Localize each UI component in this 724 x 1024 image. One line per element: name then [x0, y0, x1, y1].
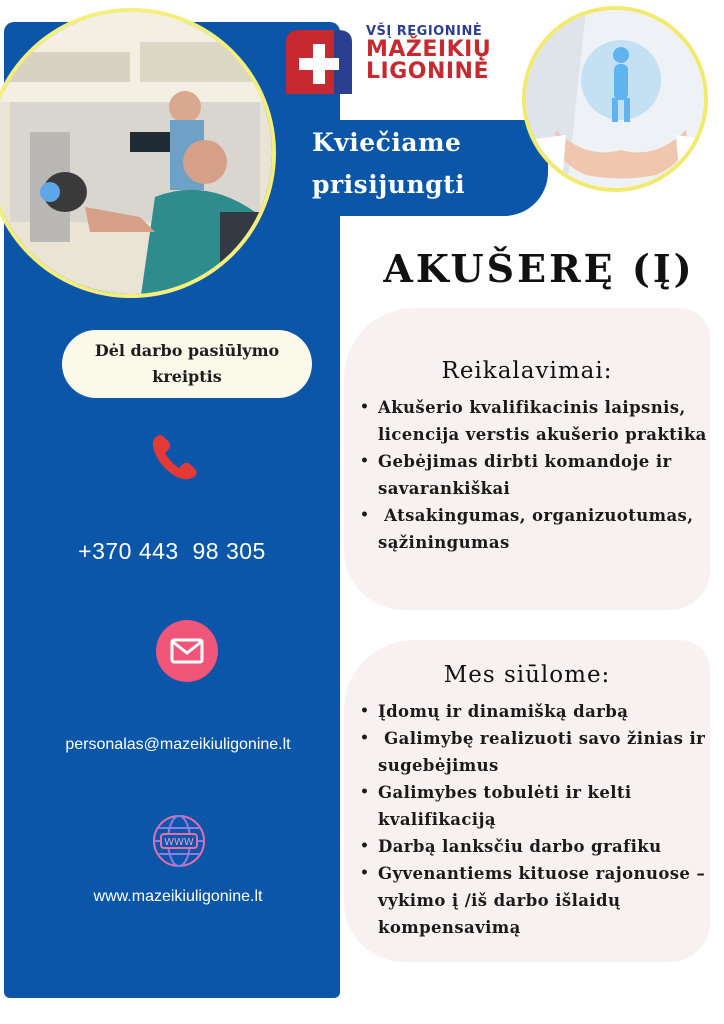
- mail-icon: [156, 620, 218, 682]
- logo-line-3: LIGONINĖ: [366, 59, 490, 84]
- list-item: • Gebėjimas dirbti komandoje ir savarankiškai: [358, 448, 710, 502]
- offer-list: [358, 698, 710, 941]
- hospital-logo-icon: [282, 26, 356, 96]
- hospital-logo-text: [366, 24, 491, 83]
- list-item: • Gyvenantiems kituose rajonuose – vykimo į /iš darbo išlaidų kompensavimą: [358, 860, 710, 941]
- list-item: • Atsakingumas, organizuotumas, sąžiningumas: [358, 502, 710, 556]
- list-item: • Galimybę realizuoti savo žinias ir sugebėjimus: [358, 725, 710, 779]
- phone-number[interactable]: +370 443 98 305: [78, 538, 266, 564]
- list-item: • Galimybes tobulėti ir kelti kvalifikaciją: [358, 779, 710, 833]
- list-item: • Darbą lanksčiu darbo grafiku: [358, 833, 710, 860]
- list-item: • Įdomų ir dinamišką darbą: [358, 698, 710, 725]
- website-link[interactable]: www.mazeikiuligonine.lt: [93, 888, 263, 905]
- contact-label: Dėl darbo pasiūlymo kreiptis: [62, 330, 312, 398]
- email-link[interactable]: personalas@mazeikiuligonine.lt: [65, 736, 291, 753]
- page-title: Kviečiame prisijungti: [312, 128, 466, 199]
- hands-photo: [522, 6, 708, 192]
- svg-text:WWW: WWW: [164, 837, 194, 848]
- offer-heading: Mes siūlome:: [443, 662, 611, 688]
- globe-www-icon: [150, 812, 208, 870]
- requirements-list: [358, 394, 710, 556]
- phone-icon: [148, 430, 202, 484]
- requirements-heading: Reikalavimai:: [441, 358, 613, 384]
- list-item: • Akušerio kvalifikacinis laipsnis, licencija verstis akušerio praktika: [358, 394, 710, 448]
- logo-line-2: MAŽEIKIŲ: [366, 37, 492, 62]
- logo-line-1: VŠĮ REGIONINĖ: [366, 24, 483, 39]
- job-title: AKUŠERĘ (Į): [383, 246, 695, 291]
